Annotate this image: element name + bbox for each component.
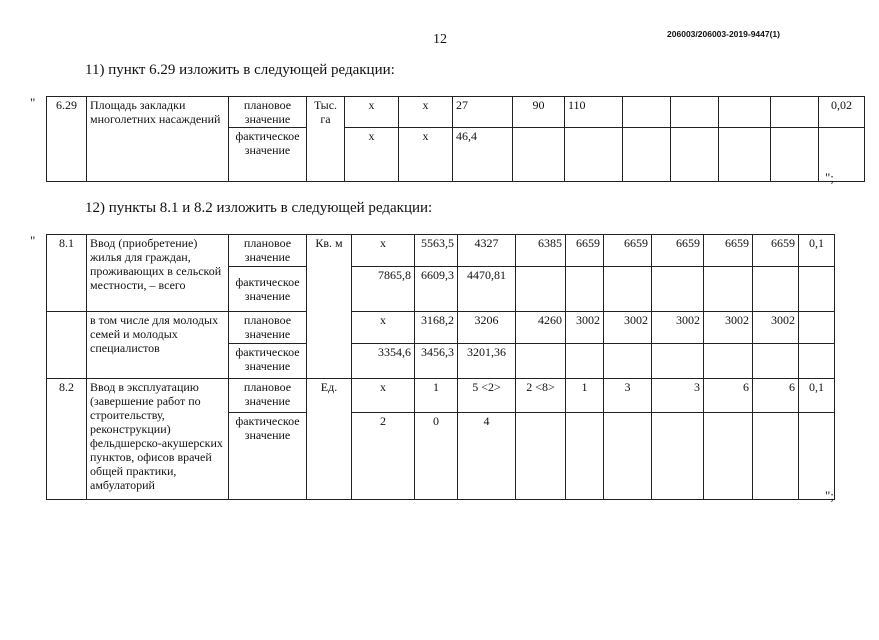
value-cell (671, 97, 719, 128)
value-cell: 4327 (458, 235, 516, 267)
value-cell: х (352, 311, 415, 343)
value-cell: 2 <8> (516, 378, 566, 412)
value-cell: 3 (652, 378, 704, 412)
value-cell (604, 344, 652, 378)
value-cell: х (399, 97, 453, 128)
plan-label: плановое значение (229, 378, 307, 412)
value-cell: 1 (566, 378, 604, 412)
value-cell (566, 267, 604, 312)
value-cell (753, 267, 799, 312)
value-cell (516, 412, 566, 499)
value-cell (566, 344, 604, 378)
open-quote-12: " (30, 233, 36, 248)
value-cell (799, 412, 835, 499)
value-cell (704, 412, 753, 499)
value-cell: 0,1 (799, 235, 835, 267)
value-cell: 46,4 (453, 128, 513, 182)
value-cell: 27 (453, 97, 513, 128)
value-cell: 3456,3 (415, 344, 458, 378)
value-cell: 0,1 (799, 378, 835, 412)
value-cell (799, 311, 835, 343)
value-cell: 6659 (753, 235, 799, 267)
value-cell: 1 (415, 378, 458, 412)
value-cell (513, 128, 565, 182)
value-cell: 7865,8 (352, 267, 415, 312)
open-quote-11: " (30, 95, 36, 110)
value-cell (516, 344, 566, 378)
table-row (47, 311, 835, 343)
value-cell (623, 97, 671, 128)
table-row (47, 235, 835, 267)
value-cell (753, 412, 799, 499)
value-cell: 6659 (604, 235, 652, 267)
value-cell: 110 (565, 97, 623, 128)
indicator-subname: в том числе для молодых семей и молодых специалистов (87, 311, 229, 378)
document-id: 206003/206003-2019-9447(1) (667, 29, 780, 39)
value-cell (719, 97, 771, 128)
value-cell: 3168,2 (415, 311, 458, 343)
unit: Тыс. га (307, 97, 345, 182)
value-cell: 6659 (704, 235, 753, 267)
value-cell: 90 (513, 97, 565, 128)
plan-label: плановое значение (229, 311, 307, 343)
value-cell (704, 344, 753, 378)
value-cell (604, 267, 652, 312)
value-cell: 3206 (458, 311, 516, 343)
value-cell (566, 412, 604, 499)
value-cell (652, 267, 704, 312)
indicator-name: Ввод в эксплуатацию (завершение работ по строительству, реконструкции) фельдшерско-акушерских пунктов, офисов врачей общей практики, амбулаторий (87, 378, 229, 499)
value-cell: 3002 (604, 311, 652, 343)
value-cell (753, 344, 799, 378)
table-6-29 (46, 96, 865, 182)
value-cell: 6659 (566, 235, 604, 267)
section-11-heading: 11) пункт 6.29 изложить в следующей редакции: (85, 62, 395, 78)
fact-label: фактическое значение (229, 344, 307, 378)
plan-label: плановое значение (229, 235, 307, 267)
value-cell: 2 (352, 412, 415, 499)
fact-label: фактическое значение (229, 128, 307, 182)
row-number: 8.2 (47, 378, 87, 499)
value-cell (799, 344, 835, 378)
table-row (47, 378, 835, 412)
row-number: 6.29 (47, 97, 87, 182)
indicator-name: Площадь закладки многолетних насаждений (87, 97, 229, 182)
plan-label: плановое значение (229, 97, 307, 128)
row-number: 8.1 (47, 235, 87, 312)
value-cell (704, 267, 753, 312)
value-cell: 3354,6 (352, 344, 415, 378)
value-cell (516, 267, 566, 312)
table-8-1-8-2 (46, 234, 835, 500)
value-cell (771, 128, 819, 182)
value-cell: 6659 (652, 235, 704, 267)
value-cell (604, 412, 652, 499)
value-cell: х (399, 128, 453, 182)
unit: Кв. м (307, 235, 352, 379)
value-cell: 3002 (652, 311, 704, 343)
value-cell: 3002 (566, 311, 604, 343)
value-cell: 4260 (516, 311, 566, 343)
value-cell: 6 (704, 378, 753, 412)
value-cell: 3 (604, 378, 652, 412)
value-cell: х (345, 97, 399, 128)
value-cell: 5 <2> (458, 378, 516, 412)
value-cell (799, 267, 835, 312)
value-cell: 3002 (704, 311, 753, 343)
indicator-name: Ввод (приобретение) жилья для граждан, проживающих в сельской местности, – всего (87, 235, 229, 312)
value-cell (565, 128, 623, 182)
value-cell: х (352, 235, 415, 267)
value-cell (623, 128, 671, 182)
value-cell (719, 128, 771, 182)
value-cell: 6609,3 (415, 267, 458, 312)
fact-label: фактическое значение (229, 267, 307, 312)
value-cell: 6 (753, 378, 799, 412)
row-number (47, 311, 87, 378)
page-number: 12 (433, 32, 447, 47)
value-cell: 5563,5 (415, 235, 458, 267)
value-cell (671, 128, 719, 182)
fact-label: фактическое значение (229, 412, 307, 499)
value-cell: 3201,36 (458, 344, 516, 378)
unit: Ед. (307, 378, 352, 499)
value-cell (652, 412, 704, 499)
value-cell: х (345, 128, 399, 182)
value-cell (652, 344, 704, 378)
value-cell: х (352, 378, 415, 412)
close-quote-12: "; (825, 488, 834, 503)
close-quote-11: "; (825, 170, 834, 185)
section-12-heading: 12) пункты 8.1 и 8.2 изложить в следующей редакции: (85, 200, 433, 216)
value-cell: 4 (458, 412, 516, 499)
value-cell: 3002 (753, 311, 799, 343)
value-cell: 0,02 (819, 97, 865, 128)
table-row (47, 97, 865, 128)
value-cell (771, 97, 819, 128)
value-cell: 6385 (516, 235, 566, 267)
value-cell: 0 (415, 412, 458, 499)
value-cell: 4470,81 (458, 267, 516, 312)
